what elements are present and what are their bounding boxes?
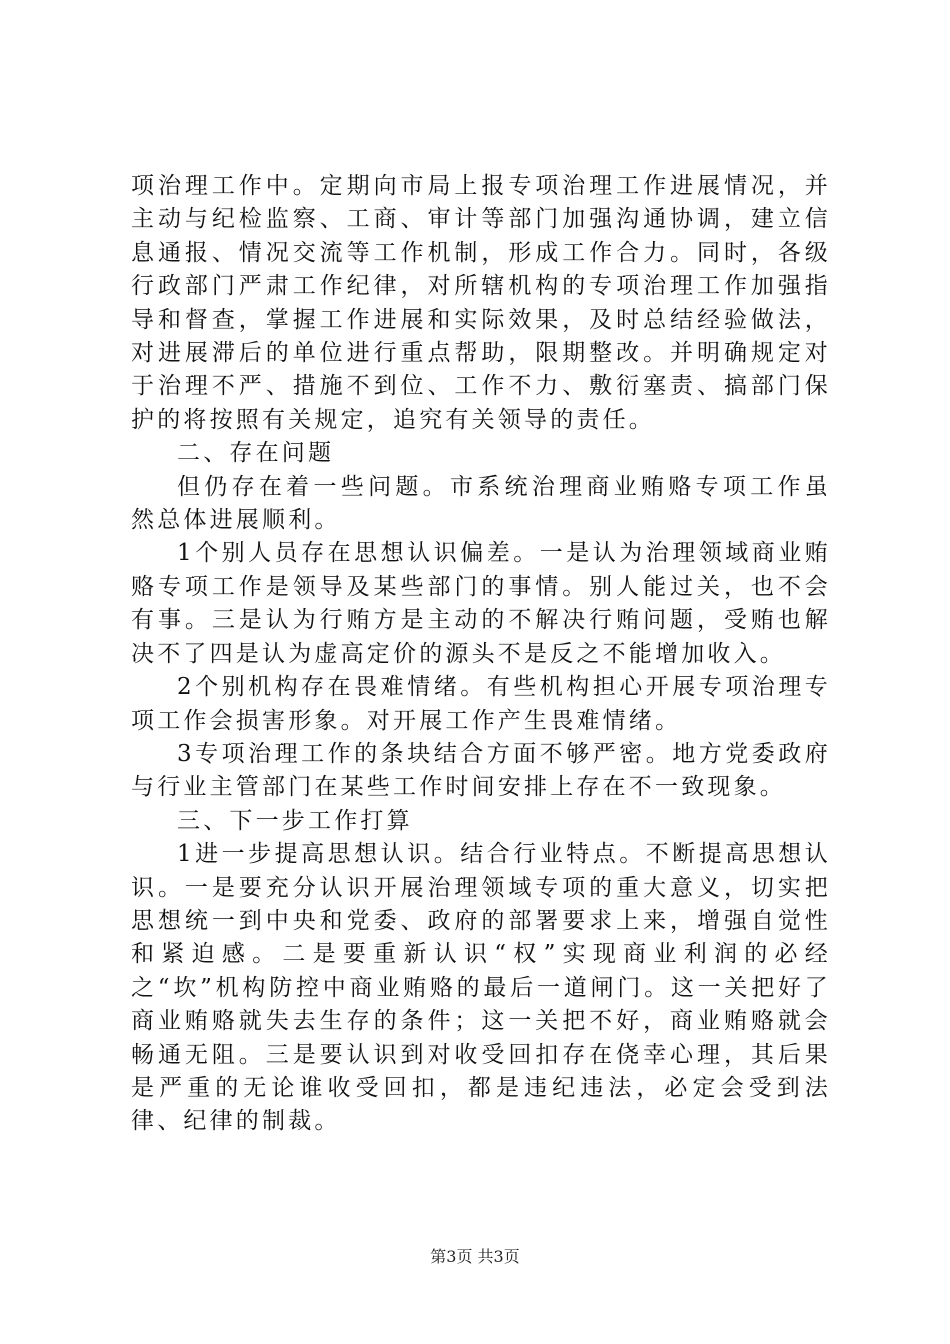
paragraph-continuation: 项治理工作中。定期向市局上报专项治理工作进展情况，并主动与纪检监察、工商、审计等部门加强沟通协调，建立信息通报、情况交流等工作机制，形成工作合力。同时，各级行政部门严肃工作纪律，对所辖机构的专项治理工作加强指导和督查，掌握工作进展和实际效果，及时总结经验做法，对进展滞后的单位进行重点帮助，限期整改。并明确规定对于治理不严、措施不到位、工作不力、敷衍塞责、搞部门保护的将按照有关规定，追究有关领导的责任。 <box>131 173 831 433</box>
page-footer: 第3页 共3页 <box>430 1247 520 1266</box>
section-heading-problems: 二、存在问题 <box>177 440 335 467</box>
paragraph-problem-1: 1个别人员存在思想认识偏差。一是认为治理领域商业贿赂专项工作是领导及某些部门的事情。别人能过关，也不会有事。三是认为行贿方是主动的不解决行贿问题，受贿也解决不了四是认为虚高定价的源头不是反之不能增加收入。 <box>131 540 831 667</box>
paragraph-problems-intro: 但仍存在着一些问题。市系统治理商业贿赂专项工作虽然总体进展顺利。 <box>131 473 831 534</box>
paragraph-problem-3: 3专项治理工作的条块结合方面不够严密。地方党委政府与行业主管部门在某些工作时间安排上存在不一致现象。 <box>131 740 831 801</box>
paragraph-next-step-1: 1进一步提高思想认识。结合行业特点。不断提高思想认识。一是要充分认识开展治理领域专项的重大意义，切实把思想统一到中央和党委、政府的部署要求上来，增强自觉性和紧迫感。二是要重新认识“权”实现商业利润的必经之“坎”机构防控中商业贿赂的最后一道闸门。这一关把好了商业贿赂就失去生存的条件；这一关把不好，商业贿赂就会畅通无阻。三是要认识到对收受回扣存在侥幸心理，其后果是严重的无论谁收受回扣，都是违纪违法，必定会受到法律、纪律的制裁。 <box>131 841 831 1135</box>
document-body <box>131 170 831 1139</box>
section-heading-next-steps: 三、下一步工作打算 <box>177 807 413 834</box>
paragraph-problem-2: 2个别机构存在畏难情绪。有些机构担心开展专项治理专项工作会损害形象。对开展工作产生畏难情绪。 <box>131 674 831 734</box>
